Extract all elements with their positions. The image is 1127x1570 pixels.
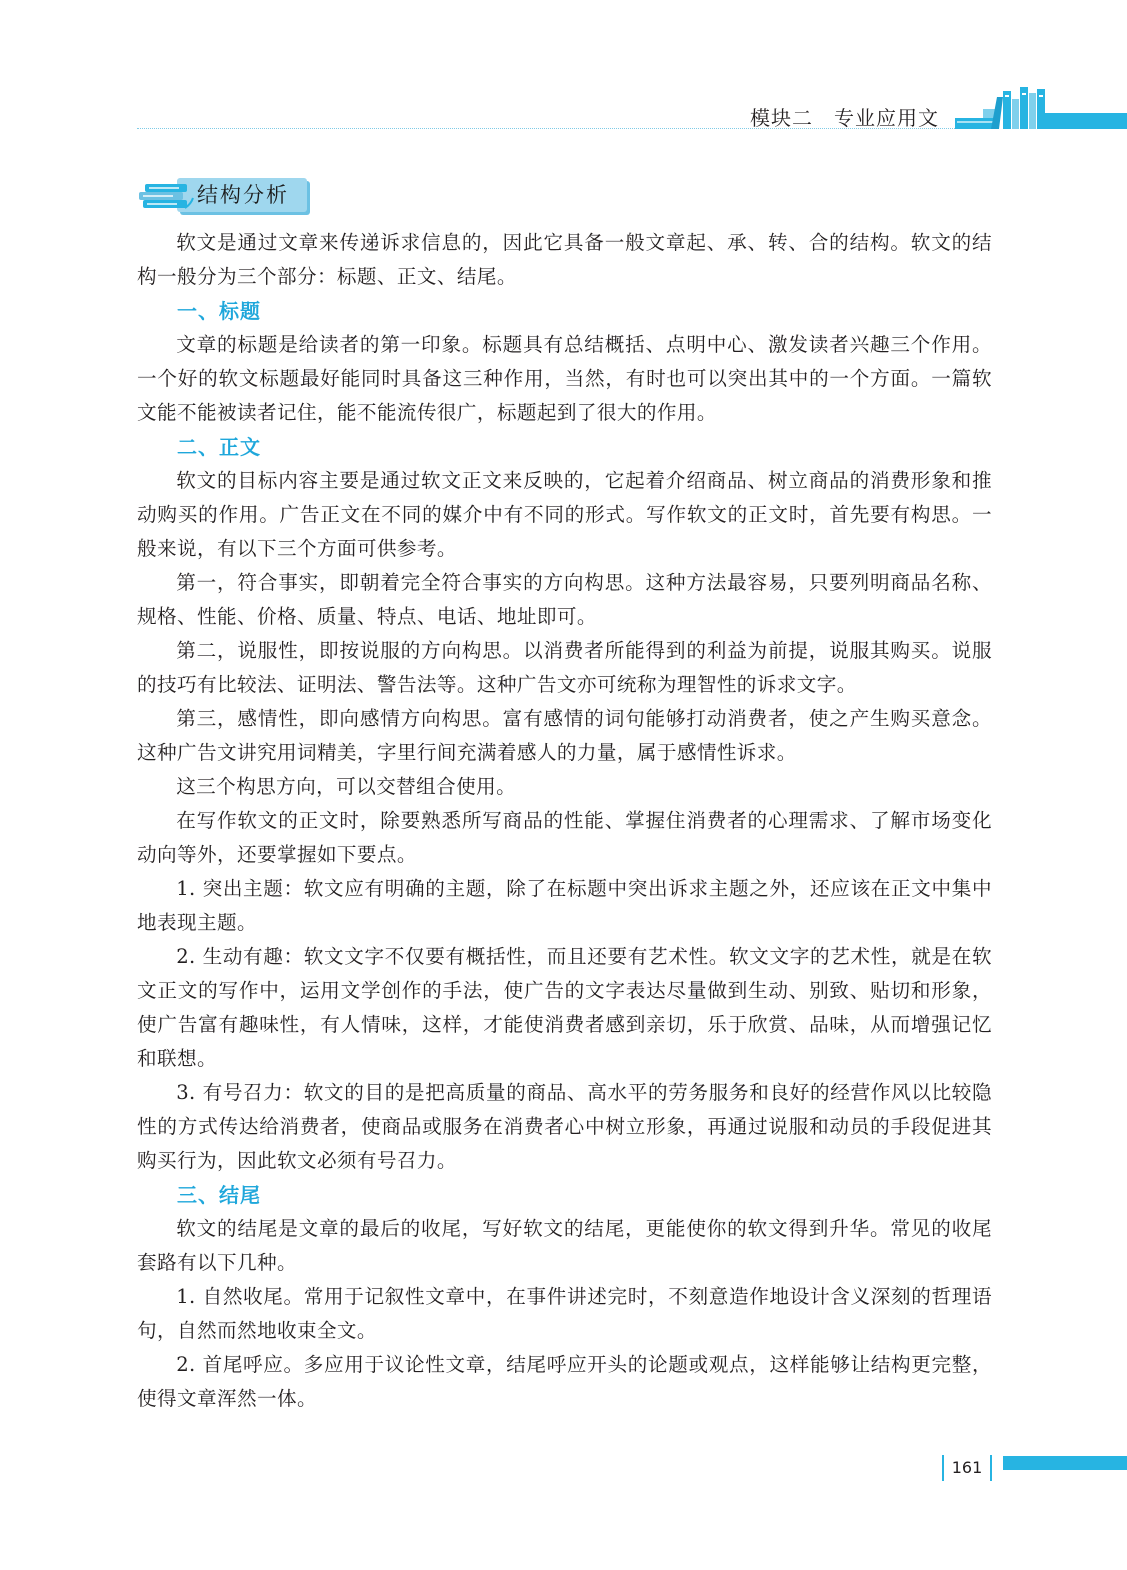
footer-accent-band <box>1003 1456 1127 1470</box>
books-icon <box>955 85 1045 131</box>
paragraph: 软文是通过文章来传递诉求信息的，因此它具备一般文章起、承、转、合的结构。软文的结构一般分为三个部分：标题、正文、结尾。 <box>137 231 992 288</box>
header-title: 模块二 专业应用文 <box>750 106 939 130</box>
subheading-title: 一、标题 <box>177 299 261 323</box>
paragraph: 软文的目标内容主要是通过软文正文来反映的，它起着介绍商品、树立商品的消费形象和推动购买的作用。广告正文在不同的媒介中有不同的形式。写作软文的正文时，首先要有构思。一般来说，有以下三个方面可供参考。 <box>137 469 992 560</box>
paragraph: 软文的结尾是文章的最后的收尾，写好软文的结尾，更能使你的软文得到升华。常见的收尾套路有以下几种。 <box>137 1217 992 1274</box>
books-stack-icon <box>137 178 195 214</box>
paragraph: 第三，感情性，即向感情方向构思。富有感情的词句能够打动消费者，使之产生购买意念。这种广告文讲究用词精美，字里行间充满着感人的力量，属于感情性诉求。 <box>137 707 992 764</box>
subheading-body: 二、正文 <box>177 435 261 459</box>
paragraph: 这三个构思方向，可以交替组合使用。 <box>176 775 517 798</box>
paragraph: 第二，说服性，即按说服的方向构思。以消费者所能得到的利益为前提，说服其购买。说服的技巧有比较法、证明法、警告法等。这种广告文亦可统称为理智性的诉求文字。 <box>137 639 992 696</box>
list-item: 1. 突出主题：软文应有明确的主题，除了在标题中突出诉求主题之外，还应该在正文中集中地表现主题。 <box>137 877 992 934</box>
page-number-bar-right <box>990 1455 992 1481</box>
body-content <box>137 226 992 1416</box>
paragraph: 在写作软文的正文时，除要熟悉所写商品的性能、掌握住消费者的心理需求、了解市场变化动向等外，还要掌握如下要点。 <box>137 809 992 866</box>
list-item: 3. 有号召力：软文的目的是把高质量的商品、高水平的劳务服务和良好的经营作风以比较隐性的方式传达给消费者，使商品或服务在消费者心中树立形象，再通过说服和动员的手段促进其购买行为，因此软文必须有号召力。 <box>137 1081 992 1172</box>
section-title: 结构分析 <box>197 183 289 207</box>
section-badge <box>137 178 307 214</box>
page-number: 161 <box>951 1458 983 1477</box>
subheading-ending: 三、结尾 <box>177 1183 261 1207</box>
paragraph: 文章的标题是给读者的第一印象。标题具有总结概括、点明中心、激发读者兴趣三个作用。一个好的软文标题最好能同时具备这三种作用，当然，有时也可以突出其中的一个方面。一篇软文能不能被读者记住，能不能流传很广，标题起到了很大的作用。 <box>137 333 992 424</box>
list-item: 2. 首尾呼应。多应用于议论性文章，结尾呼应开头的论题或观点，这样能够让结构更完整，使得文章浑然一体。 <box>137 1353 992 1410</box>
header-divider <box>137 128 957 129</box>
page-number-bar-left <box>942 1455 944 1481</box>
list-item: 1. 自然收尾。常用于记叙性文章中，在事件讲述完时，不刻意造作地设计含义深刻的哲理语句，自然而然地收束全文。 <box>137 1285 992 1342</box>
header-accent-band <box>1040 113 1127 129</box>
paragraph: 第一，符合事实，即朝着完全符合事实的方向构思。这种方法最容易，只要列明商品名称、规格、性能、价格、质量、特点、电话、地址即可。 <box>137 571 992 628</box>
list-item: 2. 生动有趣：软文文字不仅要有概括性，而且还要有艺术性。软文文字的艺术性，就是在软文正文的写作中，运用文学创作的手法，使广告的文字表达尽量做到生动、别致、贴切和形象，使广告富有趣味性，有人情味，这样，才能使消费者感到亲切，乐于欣赏、品味，从而增强记忆和联想。 <box>137 945 992 1070</box>
